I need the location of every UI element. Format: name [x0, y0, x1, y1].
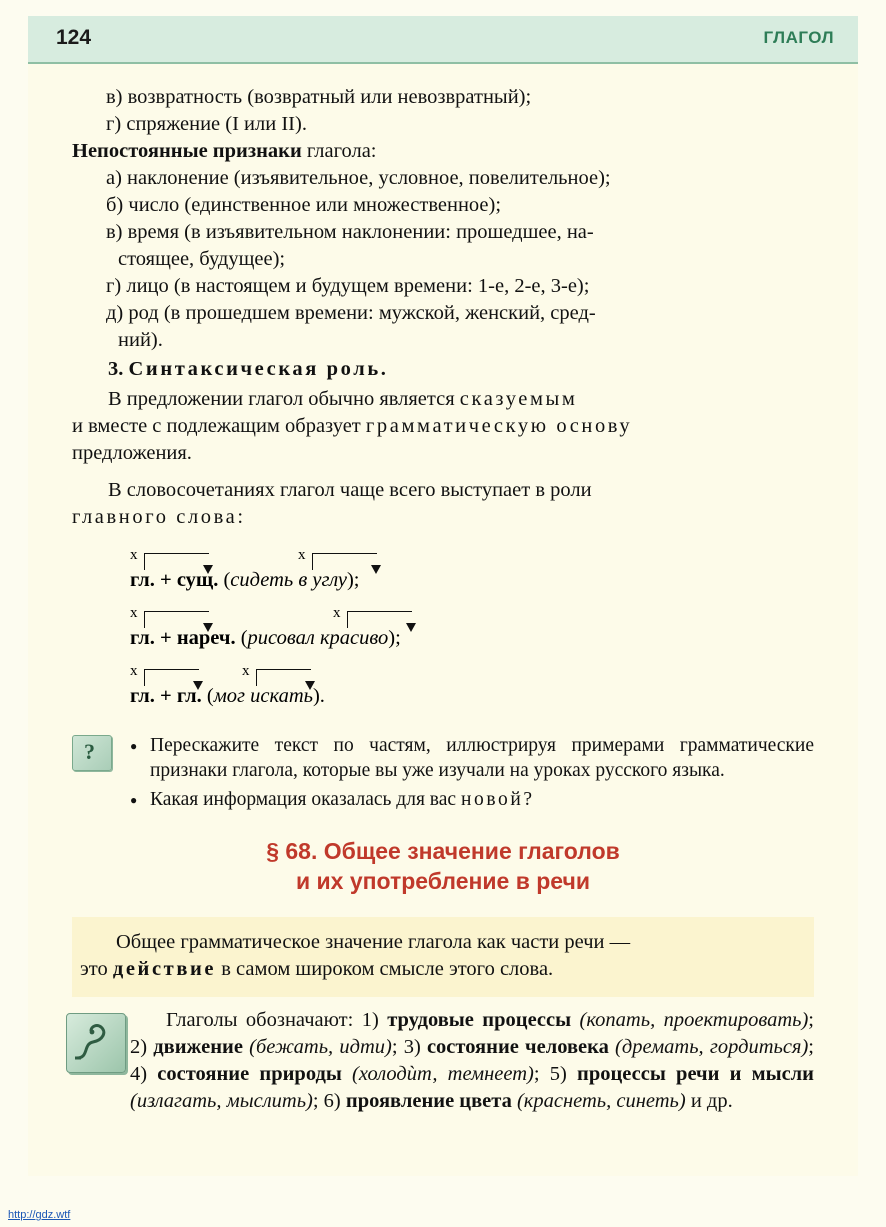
snake-icon-graphic: [67, 1014, 123, 1070]
arc-bracket-3b: [256, 669, 311, 686]
header-title: ГЛАГОЛ: [763, 28, 834, 47]
examples-bold-6: проявление цвета: [345, 1089, 512, 1112]
rule-box: [72, 917, 814, 997]
list-item-a: а) наклонение (изъявительное, условное, повелительное);: [106, 167, 611, 190]
scheme-row-2: [130, 601, 814, 659]
point-3-title: Синтаксическая роль.: [128, 358, 389, 381]
scheme-italic-3: мог искать: [213, 684, 313, 707]
arc-bracket-1a: [144, 553, 209, 570]
x-mark-3a: х: [130, 662, 138, 679]
arc-bracket-3a: [144, 669, 199, 686]
examples-text: [130, 1007, 814, 1115]
paragraph-phrases-emphasis: главного слова:: [72, 505, 246, 528]
examples-text-3: ; 3): [391, 1035, 427, 1058]
para1-part-a: В предложении глагол обычно является: [108, 387, 460, 410]
question-item-2: [128, 787, 814, 812]
x-mark-1a: х: [130, 546, 138, 563]
nonpermanent-heading: [72, 138, 814, 165]
page-number: 124: [56, 26, 92, 49]
examples-bold-1: трудовые процессы: [387, 1008, 572, 1031]
para1-part-b: и вместе с подлежащим образует: [72, 414, 366, 437]
question-text-2-emphasis: новой?: [460, 789, 535, 811]
nonpermanent-heading-rest: глагола:: [301, 140, 377, 163]
x-mark-2a: х: [130, 604, 138, 621]
examples-block: [72, 1007, 814, 1115]
questions-block: [72, 733, 814, 813]
footer-url[interactable]: http://gdz.wtf: [8, 1209, 71, 1221]
examples-bold-3: состояние человека: [426, 1035, 609, 1058]
examples-italic-5: (излагать, мыслить): [130, 1089, 313, 1112]
scheme-bold-1: гл. + сущ.: [130, 568, 219, 591]
arc-bracket-1b: [312, 553, 377, 570]
scheme-bold-3: гл. + гл.: [130, 684, 202, 707]
list-item-e-cont: ний).: [118, 329, 163, 352]
section-heading: [72, 837, 814, 897]
scheme-text-1: [130, 569, 360, 592]
question-text-2-part: Какая информация оказалась для вас: [150, 789, 461, 811]
paragraph-syntactic-role-line2: [72, 413, 814, 440]
rule-text-line-1: Общее грамматическое значение глагола как части речи —: [116, 930, 631, 953]
examples-text-4: ; 4): [130, 1035, 814, 1085]
examples-text-6: ; 6): [312, 1089, 346, 1112]
scheme-italic-2: рисовал красиво: [247, 626, 389, 649]
section-heading-line-1: § 68. Общее значение глаголов: [266, 837, 620, 864]
examples-text-2: ; 2): [130, 1008, 814, 1058]
scheme-tail-1: );: [346, 568, 360, 591]
para1-emphasis-2: грамматическую основу: [365, 414, 633, 437]
examples-italic-2: (бежать, идти): [242, 1035, 392, 1058]
section-heading-line-2: и их употребление в речи: [295, 867, 591, 894]
rule-text-part-b: это: [80, 957, 113, 980]
point-3-heading: [72, 356, 814, 383]
arc-bracket-2a: [144, 611, 209, 628]
paragraph-syntactic-role-line3: предложения.: [72, 441, 192, 464]
examples-italic-3: (дремать, гордиться): [608, 1035, 809, 1058]
question-mark-glyph: ?: [84, 738, 95, 764]
list-item-b: б) число (единственное или множественное);: [106, 194, 502, 217]
examples-italic-4: (холодѝт, темнеет): [341, 1062, 534, 1085]
arc-bracket-2b: [347, 611, 412, 628]
scheme-group: [72, 543, 814, 717]
examples-italic-6: (краснеть, синеть): [511, 1089, 686, 1112]
scheme-rest-1: (: [218, 568, 231, 591]
rule-emphasis: действие: [112, 957, 217, 980]
x-mark-2b: х: [333, 604, 341, 621]
list-item-c-cont: стоящее, будущее);: [118, 248, 286, 271]
examples-text-5: ; 5): [533, 1062, 578, 1085]
question-item-1: [128, 733, 814, 784]
list-item-d: г) лицо (в настоящем и будущем времени: 1-е, 2-е, 3-е);: [106, 275, 590, 298]
list-item-g: г) спряжение (I или II).: [106, 113, 307, 136]
list-item-c: в) время (в изъявительном наклонении: прошедшее, на-: [106, 221, 594, 244]
scheme-tail-3: ).: [312, 684, 325, 707]
rule-text-line-2: [80, 956, 806, 983]
question-text-1: ● Перескажите текст по частям, иллюстрируя примерами грамматические признаки глагола, которые вы уже изучали на уроках русского языка.: [150, 734, 814, 782]
examples-bold-2: движение: [153, 1035, 243, 1058]
examples-text-7: и др.: [685, 1089, 733, 1112]
question-mark-icon: [72, 735, 112, 771]
rule-text-part-c: в самом широком смысле этого слова.: [216, 957, 554, 980]
scheme-row-3: [130, 659, 814, 717]
scheme-bold-2: гл. + нареч.: [130, 626, 236, 649]
scheme-italic-1: сидеть в углу: [230, 568, 347, 591]
scheme-text-3: [130, 685, 325, 708]
point-3-number: 3.: [108, 358, 129, 381]
list-item-e: д) род (в прошедшем времени: мужской, женский, сред-: [106, 302, 596, 325]
x-mark-1b: х: [298, 546, 306, 563]
nonpermanent-heading-bold: Непостоянные признаки: [72, 140, 302, 163]
arrow-2b: [406, 623, 416, 632]
x-mark-3b: х: [242, 662, 250, 679]
page-sheet: [28, 16, 858, 1176]
scheme-tail-2: );: [388, 626, 401, 649]
snake-icon: [66, 1013, 126, 1073]
paragraph-syntactic-role: [72, 386, 814, 413]
page-content: [28, 62, 858, 1176]
list-item-v: в) возвратность (возвратный или невозвратный);: [106, 86, 532, 108]
para1-emphasis-1: сказуемым: [459, 387, 578, 410]
examples-bold-5: процессы речи и мысли: [577, 1062, 814, 1085]
scheme-row-1: [130, 543, 814, 601]
scheme-rest-2: (: [235, 626, 248, 649]
examples-lead: Глаголы обозначают: 1): [166, 1008, 388, 1031]
paragraph-phrases: В словосочетаниях глагол чаще всего выступает в роли: [108, 478, 592, 501]
arrow-1b: [371, 565, 381, 574]
question-text-2: [150, 787, 814, 812]
page-header: [28, 16, 858, 64]
scheme-text-2: [130, 627, 401, 650]
examples-bold-4: состояние природы: [157, 1062, 342, 1085]
scheme-rest-3: (: [201, 684, 214, 707]
examples-italic-1: (копать, проектировать): [571, 1008, 809, 1031]
